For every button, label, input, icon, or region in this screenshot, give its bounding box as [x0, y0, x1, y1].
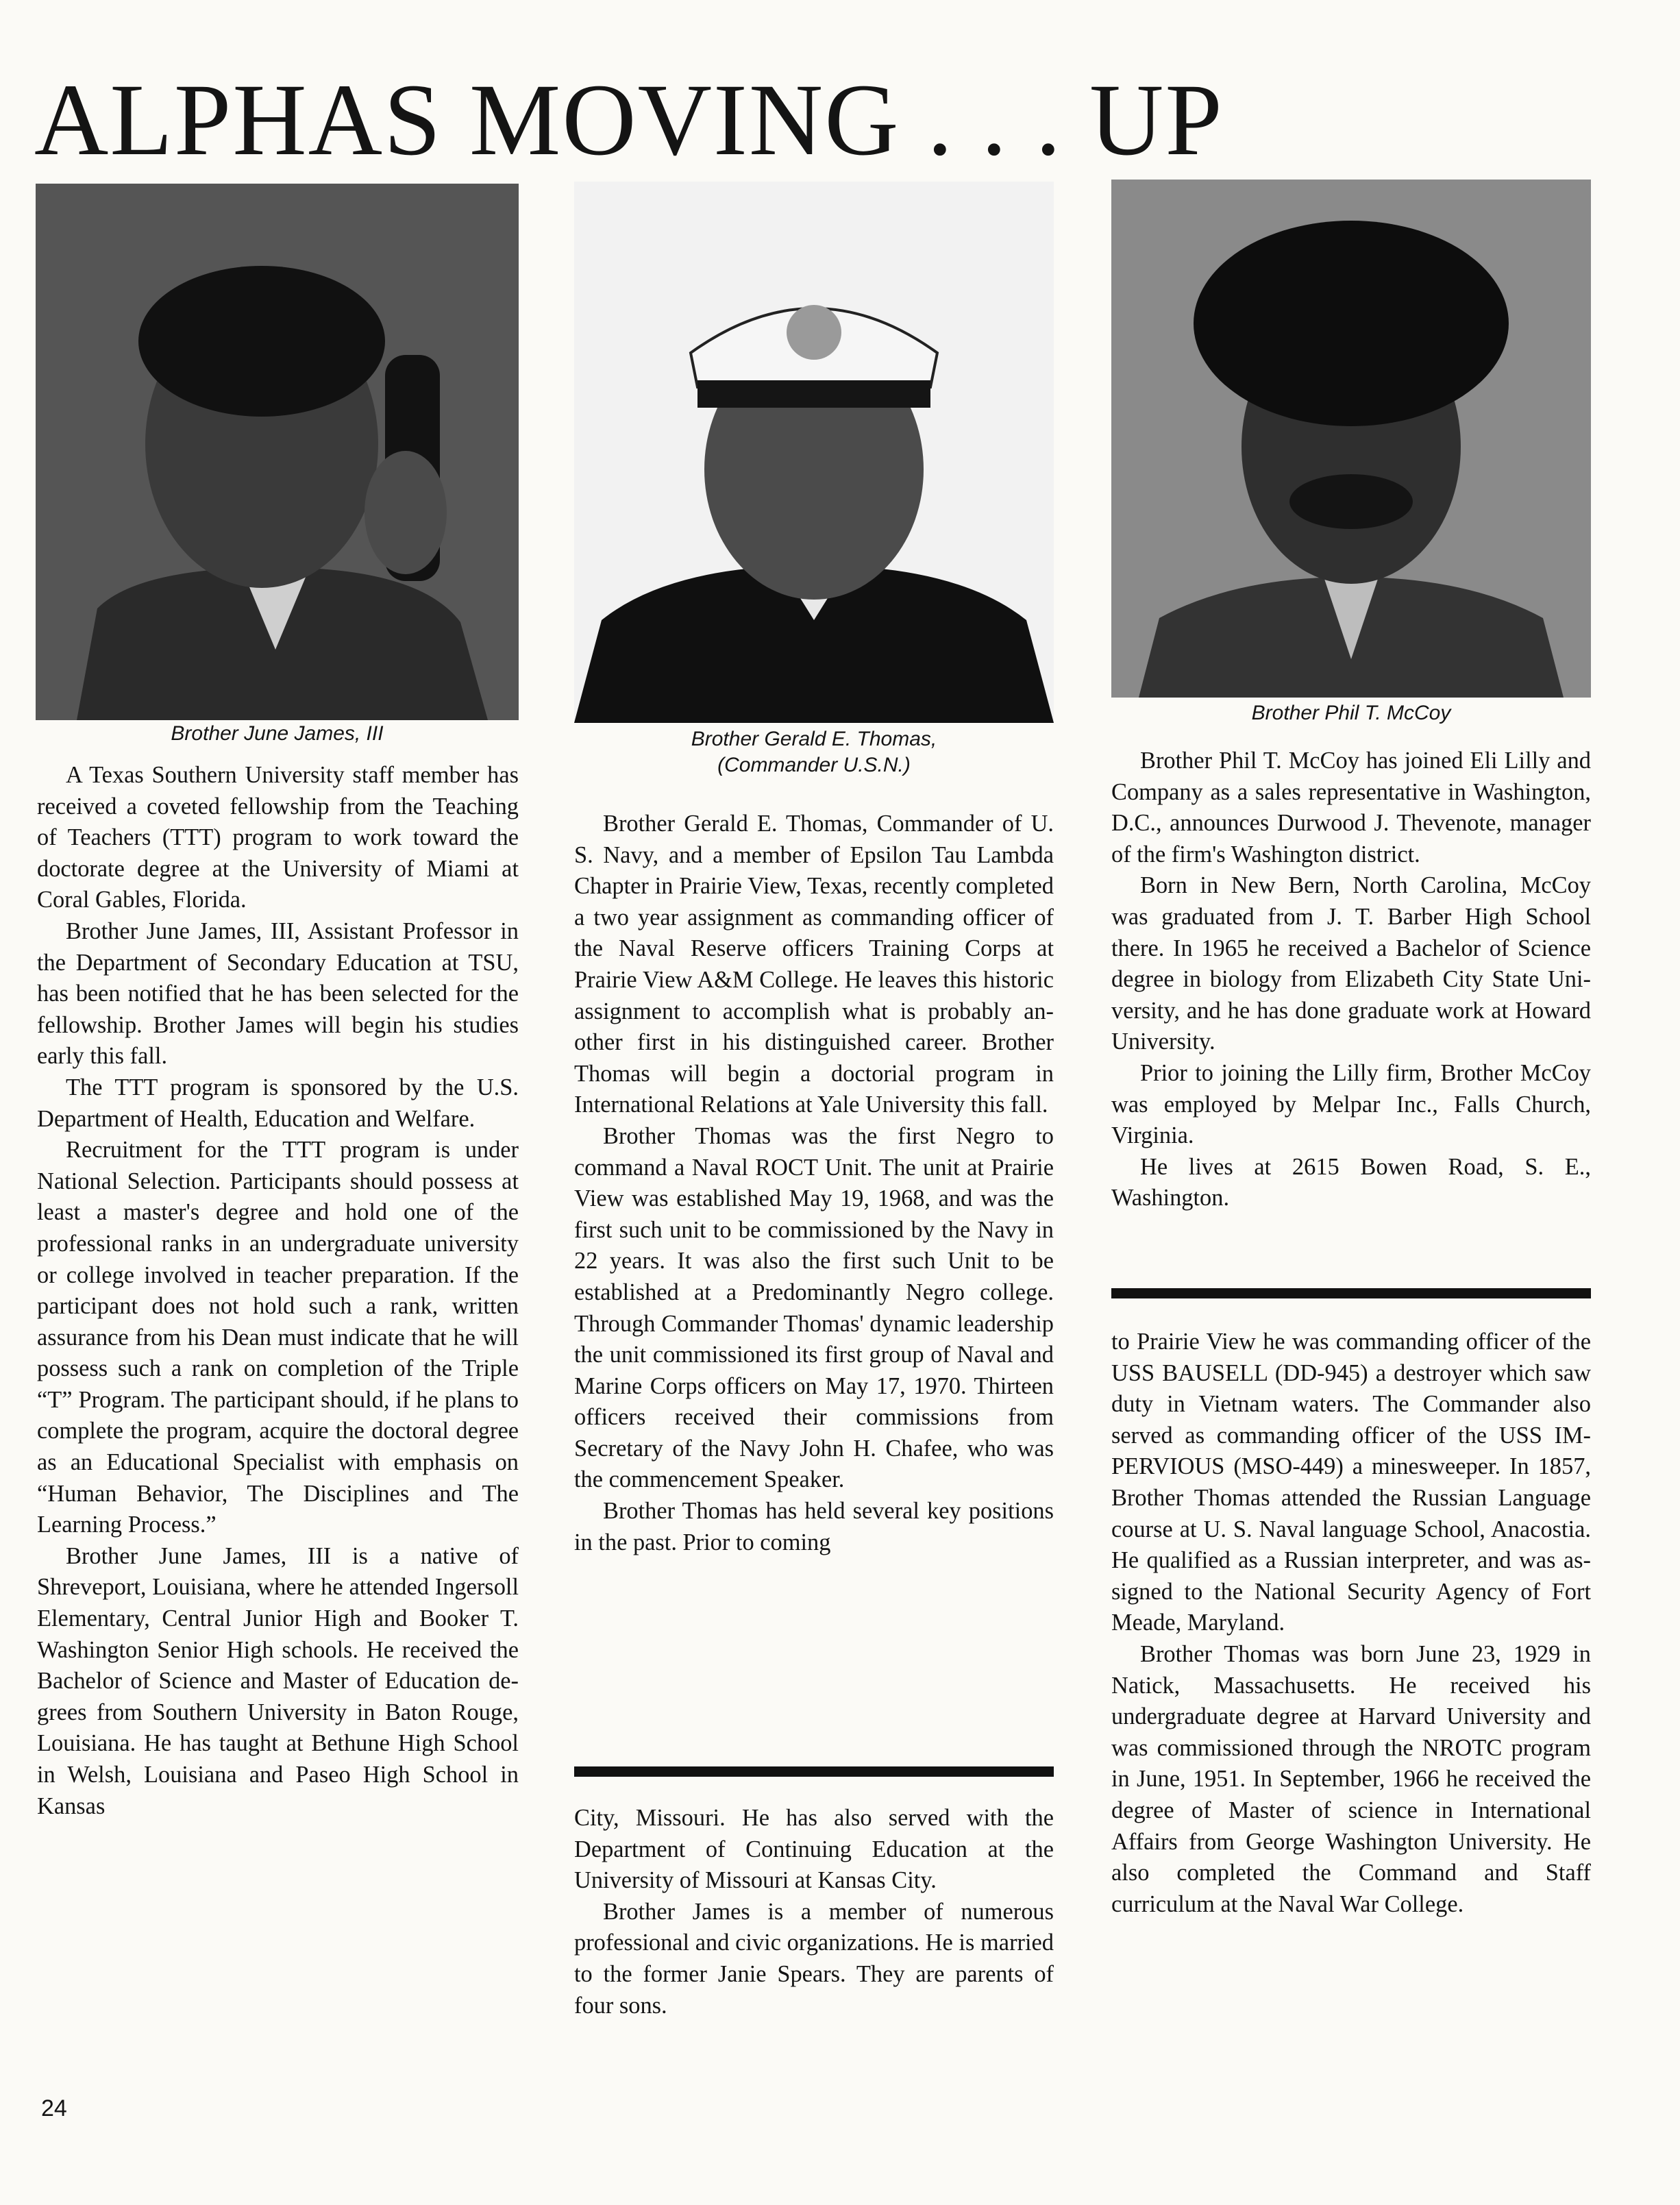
caption-june-james: Brother June James, III: [171, 722, 384, 745]
paragraph: Brother Thomas was the first Negro to command a Naval ROCT Unit. The unit at Prairie View was established May 19, 1968, and was the first such unit to be commissioned by the Navy in 22 years. It was also the first such Unit to be established at a Predominantly Negro college. Through Commander Thomas' dynamic leadership the unit commissioned its first group of Naval and Marine Corps officers on May 17, 1970. Thirteen officers received their commissions from Secretary of the Navy John H. Chafee, who was the commencement Speaker.: [574, 1122, 1054, 1493]
caption-phil-mccoy: Brother Phil T. McCoy: [1251, 702, 1451, 724]
headline: ALPHAS MOVING . . . UP: [34, 63, 1224, 177]
article-column-3-continued: [1111, 1327, 1591, 1920]
page-number: 24: [41, 2095, 67, 2121]
paragraph: Brother Gerald E. Thomas, Commander of U. S. Navy, and a member of Epsilon Tau Lambda Chapter in Prairie View, Texas, recently completed a two year assignment as commanding officer of the Naval Reserve officers Training Corps at Prairie View A&M College. He leaves this historic assignment to accomplish what is probably another first in his distinguished career. Brother Thomas will begin a doctorial program in International Relations at Yale University this fall.: [574, 811, 1054, 1118]
paragraph: Brother June James, III is a native of Shreveport, Louisiana, where he attended Ingersoll Elementary, Central Junior High and Booker T. Washington Senior High schools. He received the Bachelor of Science and Master of Education degrees from Southern University in Baton Rouge, Louisiana. He has taught at Bethune High School in Welsh, Louisiana and Paseo High School in Kansas: [37, 1542, 519, 1819]
paragraph: City, Missouri. He has also served with the Department of Continuing Education at the University of Missouri at Kansas City.: [574, 1805, 1054, 1894]
paragraph: He lives at 2615 Bowen Road, S. E., Washington.: [1111, 1153, 1591, 1211]
paragraph: Brother June James, III, Assistant Professor in the Department of Secondary Education at TSU, has been notified that he has been selected for the fellowship. Brother James will begin his studies early this fall.: [37, 917, 519, 1070]
paragraph: to Prairie View he was commanding officer of the USS BAUSELL (DD-945) a destroyer which saw duty in Vietnam waters. The Commander also served as commanding officer of the USS IMPERVIOUS (MSO-449) a minesweeper. In 1857, Brother Thomas attended the Russian Language course at U. S. Naval language School, Anacostia. He qualified as a Russian interpreter, and was assigned to the National Security Agency of Fort Meade, Maryland.: [1111, 1329, 1591, 1636]
paragraph: A Texas Southern University staff member has received a coveted fellowship from the Teaching of Teachers (TTT) program to work toward the doctorate degree at the University of Miami at Coral Gables, Florida.: [37, 762, 519, 913]
paragraph: Brother Thomas was born June 23, 1929 in Natick, Massachusetts. He received his undergraduate degree at Harvard University and was commissioned through the NROTC program in June, 1951. In September, 1966 he received the degree of Master of science in International Affairs from George Washington University. He also completed the Command and Staff curriculum at the Naval War College.: [1111, 1640, 1591, 1917]
paragraph: Recruitment for the TTT program is under National Selection. Participants should possess at least a master's degree and hold one of the professional ranks in an undergraduate university or college involved in teacher preparation. If the participant does not hold such a rank, written assurance from his Dean must indicate that he will possess such a rank on completion of the Triple “T” Program. The participant should, if he plans to complete the program, acquire the doctoral degree as an Educational Specialist with emphasis on “Human Behavior, The Disciplines and The Learning Process.”: [37, 1137, 519, 1538]
portrait-photo-phil-mccoy: [1111, 180, 1591, 698]
column-divider-rule: [1111, 1288, 1591, 1298]
article-column-3: [1111, 746, 1591, 1214]
paragraph: Brother James is a member of numerous professional and civic organizations. He is married to the former Janie Spears. They are parents of four sons.: [574, 1898, 1054, 2019]
article-column-2-continued: [574, 1803, 1054, 2021]
paragraph: The TTT program is sponsored by the U.S. Department of Health, Education and Welfare.: [37, 1074, 519, 1132]
portrait-photo-gerald-thomas: [574, 182, 1054, 723]
article-column-2: [574, 809, 1054, 1558]
paragraph: Brother Thomas has held several key positions in the past. Prior to coming: [574, 1498, 1054, 1555]
caption-gerald-thomas: Brother Gerald E. Thomas, (Commander U.S.N.): [691, 728, 937, 776]
paragraph: Brother Phil T. McCoy has joined Eli Lilly and Company as a sales representative in Washington, D.C., announces Durwood J. Thevenote, manager of the firm's Washington district.: [1111, 748, 1591, 867]
article-column-1: [37, 760, 519, 1822]
column-divider-rule: [574, 1766, 1054, 1777]
portrait-photo-june-james: [36, 184, 519, 720]
paragraph: Born in New Bern, North Carolina, McCoy was graduated from J. T. Barber High School there. In 1965 he received a Bachelor of Science degree in biology from Elizabeth City State University, and he has done graduate work at Howard University.: [1111, 872, 1591, 1055]
paragraph: Prior to joining the Lilly firm, Brother McCoy was employed by Melpar Inc., Falls Church, Virginia.: [1111, 1059, 1591, 1149]
